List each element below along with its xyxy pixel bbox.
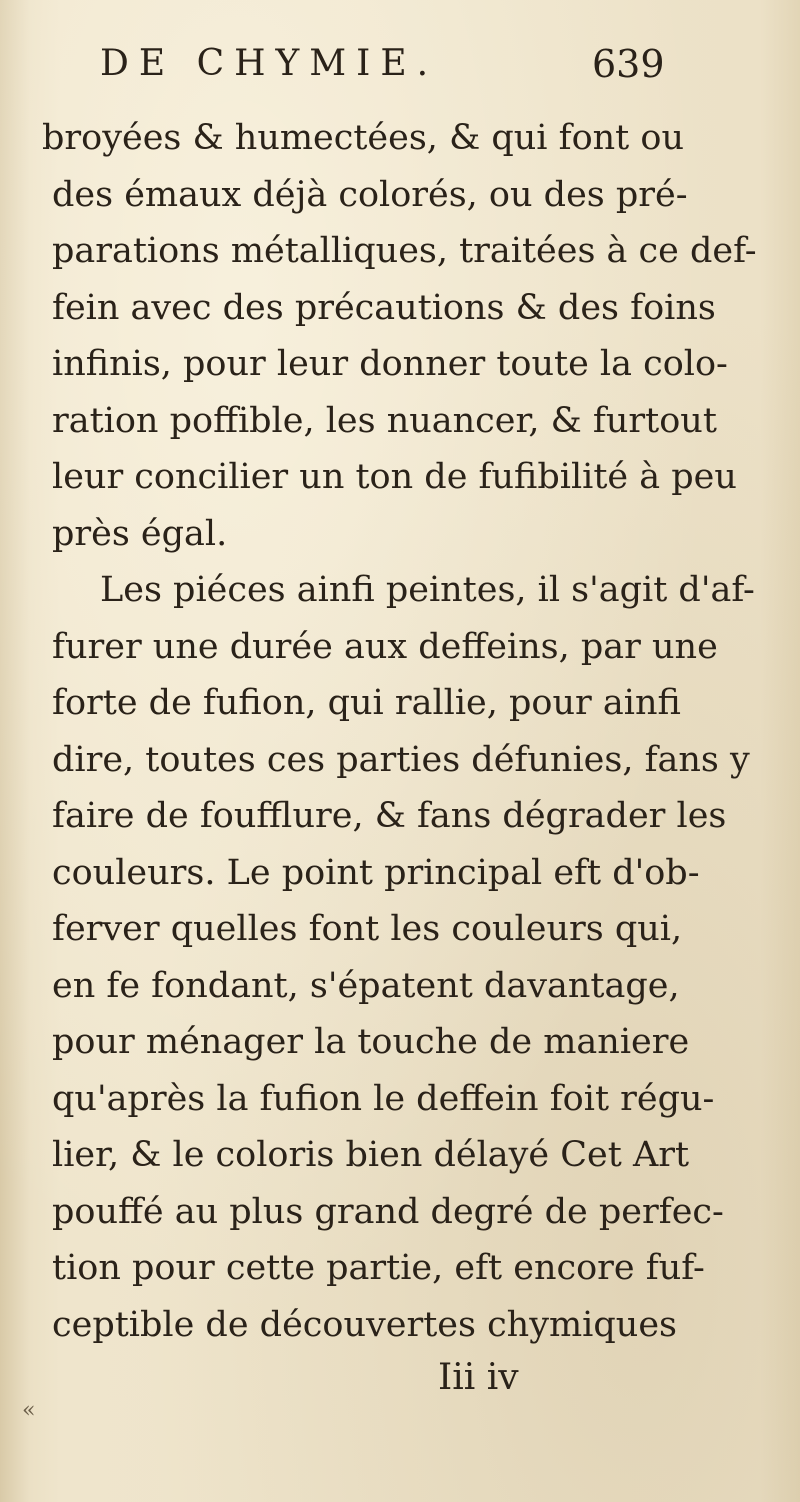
text-line: tion pour cette partie, eft encore fuf- (52, 1248, 705, 1288)
text-line: pour ménager la touche de maniere (52, 1022, 690, 1062)
paragraph-start-line: Les piéces ainfi peintes, il s'agit d'af- (100, 570, 755, 610)
text-line: leur concilier un ton de fufibilité à peu (52, 457, 737, 497)
page-header (0, 38, 800, 90)
signature-mark: Iii iv (438, 1357, 519, 1398)
text-line: couleurs. Le point principal eft d'ob- (52, 852, 700, 893)
text-line: ration poffible, les nuancer, & furtout (52, 400, 717, 441)
text-line: broyées & humectées, & qui font ou (42, 118, 684, 158)
text-line: fein avec des précautions & des foins (52, 287, 716, 328)
text-line: près égal. (52, 513, 228, 554)
text-line: furer une durée aux deffeins, par une (52, 626, 718, 667)
text-line: infinis, pour leur donner toute la colo- (52, 344, 728, 384)
text-line: faire de foufflure, & fans dégrader les (52, 796, 727, 836)
text-line: en fe fondant, s'épatent davantage, (52, 965, 680, 1006)
running-title: DE CHYMIE. (100, 43, 439, 84)
body-text (42, 110, 772, 1353)
text-line: ferver quelles font les couleurs qui, (52, 909, 683, 949)
text-line: forte de fufion, qui rallie, pour ainfi (52, 683, 681, 723)
text-line: lier, & le coloris bien délayé Cet Art (52, 1135, 690, 1175)
text-line: pouffé au plus grand degré de perfec- (52, 1191, 724, 1232)
text-line: ceptible de découvertes chymiques (52, 1304, 677, 1345)
text-line: parations métalliques, traitées à ce def- (52, 231, 757, 271)
margin-mark: « (22, 1398, 36, 1423)
text-line: qu'après la fufion le deffein foit régu- (52, 1078, 715, 1119)
page-number: 639 (592, 42, 665, 86)
text-line: des émaux déjà colorés, ou des pré- (52, 174, 688, 215)
text-line: dire, toutes ces parties défunies, fans y (52, 739, 750, 780)
